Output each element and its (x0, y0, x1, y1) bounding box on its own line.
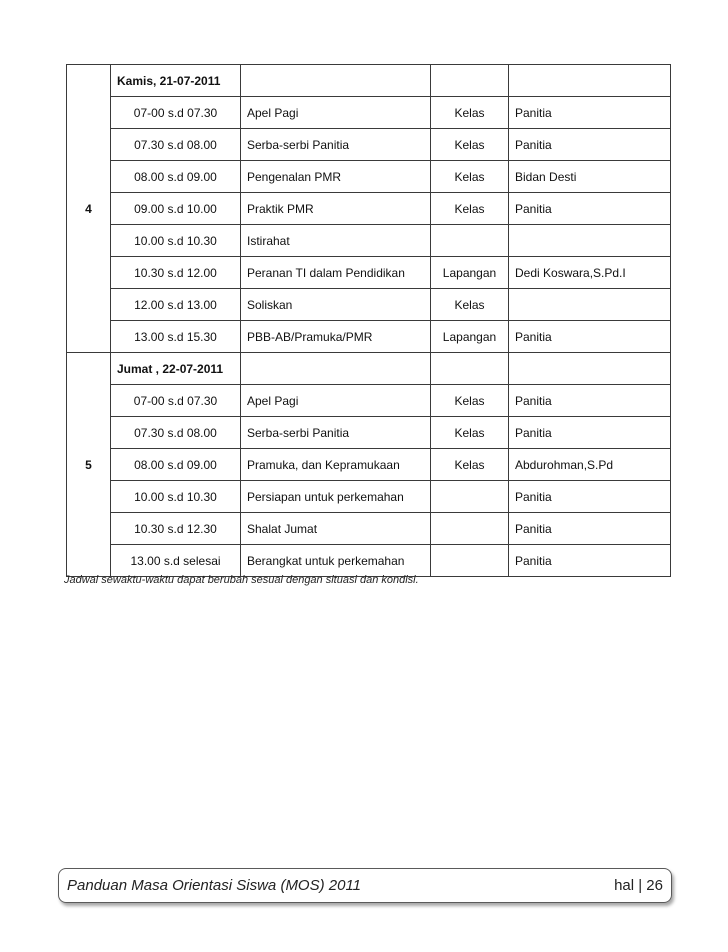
activity-cell: Soliskan (241, 289, 431, 321)
table-row (67, 417, 671, 449)
empty-cell (509, 353, 671, 385)
activity-cell: Peranan TI dalam Pendidikan (241, 257, 431, 289)
table-row (67, 385, 671, 417)
person-in-charge-cell: Panitia (509, 321, 671, 353)
time-cell: 07-00 s.d 07.30 (111, 97, 241, 129)
day-date: Kamis, 21-07-2011 (111, 65, 241, 97)
activity-cell: Serba-serbi Panitia (241, 417, 431, 449)
time-cell: 07-00 s.d 07.30 (111, 385, 241, 417)
table-row (67, 545, 671, 577)
time-cell: 10.00 s.d 10.30 (111, 481, 241, 513)
time-cell: 10.30 s.d 12.00 (111, 257, 241, 289)
person-in-charge-cell: Bidan Desti (509, 161, 671, 193)
person-in-charge-cell: Panitia (509, 385, 671, 417)
empty-cell (241, 353, 431, 385)
place-cell (431, 513, 509, 545)
time-cell: 13.00 s.d 15.30 (111, 321, 241, 353)
table-row (67, 321, 671, 353)
person-in-charge-cell (509, 289, 671, 321)
person-in-charge-cell: Panitia (509, 417, 671, 449)
activity-cell: Pengenalan PMR (241, 161, 431, 193)
person-in-charge-cell (509, 225, 671, 257)
time-cell: 12.00 s.d 13.00 (111, 289, 241, 321)
activity-cell: Apel Pagi (241, 97, 431, 129)
place-cell: Lapangan (431, 321, 509, 353)
place-cell: Kelas (431, 289, 509, 321)
empty-cell (241, 65, 431, 97)
activity-cell: Praktik PMR (241, 193, 431, 225)
time-cell: 07.30 s.d 08.00 (111, 129, 241, 161)
empty-cell (431, 65, 509, 97)
table-row (67, 161, 671, 193)
time-cell: 08.00 s.d 09.00 (111, 449, 241, 481)
activity-cell: Shalat Jumat (241, 513, 431, 545)
page-footer (58, 868, 672, 903)
activity-cell: Apel Pagi (241, 385, 431, 417)
table-row (67, 481, 671, 513)
empty-cell (509, 65, 671, 97)
activity-cell: PBB-AB/Pramuka/PMR (241, 321, 431, 353)
day-date: Jumat , 22-07-2011 (111, 353, 241, 385)
place-cell: Lapangan (431, 257, 509, 289)
place-cell: Kelas (431, 193, 509, 225)
empty-cell (431, 353, 509, 385)
person-in-charge-cell: Panitia (509, 129, 671, 161)
time-cell: 13.00 s.d selesai (111, 545, 241, 577)
activity-cell: Berangkat untuk perkemahan (241, 545, 431, 577)
activity-cell: Persiapan untuk perkemahan (241, 481, 431, 513)
day-number: 4 (67, 65, 111, 353)
place-cell: Kelas (431, 161, 509, 193)
activity-cell: Istirahat (241, 225, 431, 257)
person-in-charge-cell: Panitia (509, 513, 671, 545)
activity-cell: Serba-serbi Panitia (241, 129, 431, 161)
table-row (67, 129, 671, 161)
table-row (67, 289, 671, 321)
time-cell: 07.30 s.d 08.00 (111, 417, 241, 449)
time-cell: 10.00 s.d 10.30 (111, 225, 241, 257)
table-row (67, 97, 671, 129)
table-row (67, 449, 671, 481)
schedule-body (67, 65, 671, 577)
day-header-row (67, 353, 671, 385)
table-row (67, 513, 671, 545)
place-cell: Kelas (431, 449, 509, 481)
place-cell: Kelas (431, 417, 509, 449)
place-cell: Kelas (431, 385, 509, 417)
place-cell: Kelas (431, 129, 509, 161)
place-cell (431, 225, 509, 257)
day-header-row (67, 65, 671, 97)
person-in-charge-cell: Panitia (509, 97, 671, 129)
page-number: hal | 26 (614, 877, 663, 894)
time-cell: 09.00 s.d 10.00 (111, 193, 241, 225)
activity-cell: Pramuka, dan Kepramukaan (241, 449, 431, 481)
schedule-note: Jadwal sewaktu-waktu dapat berubah sesuai dengan situasi dan kondisi. (64, 574, 419, 586)
place-cell (431, 481, 509, 513)
schedule-table (66, 64, 671, 577)
table-row (67, 193, 671, 225)
person-in-charge-cell: Panitia (509, 193, 671, 225)
day-number: 5 (67, 353, 111, 577)
person-in-charge-cell: Panitia (509, 545, 671, 577)
time-cell: 08.00 s.d 09.00 (111, 161, 241, 193)
place-cell: Kelas (431, 97, 509, 129)
footer-title: Panduan Masa Orientasi Siswa (MOS) 2011 (67, 877, 362, 894)
time-cell: 10.30 s.d 12.30 (111, 513, 241, 545)
person-in-charge-cell: Dedi Koswara,S.Pd.I (509, 257, 671, 289)
person-in-charge-cell: Abdurohman,S.Pd (509, 449, 671, 481)
place-cell (431, 545, 509, 577)
person-in-charge-cell: Panitia (509, 481, 671, 513)
table-row (67, 257, 671, 289)
table-row (67, 225, 671, 257)
